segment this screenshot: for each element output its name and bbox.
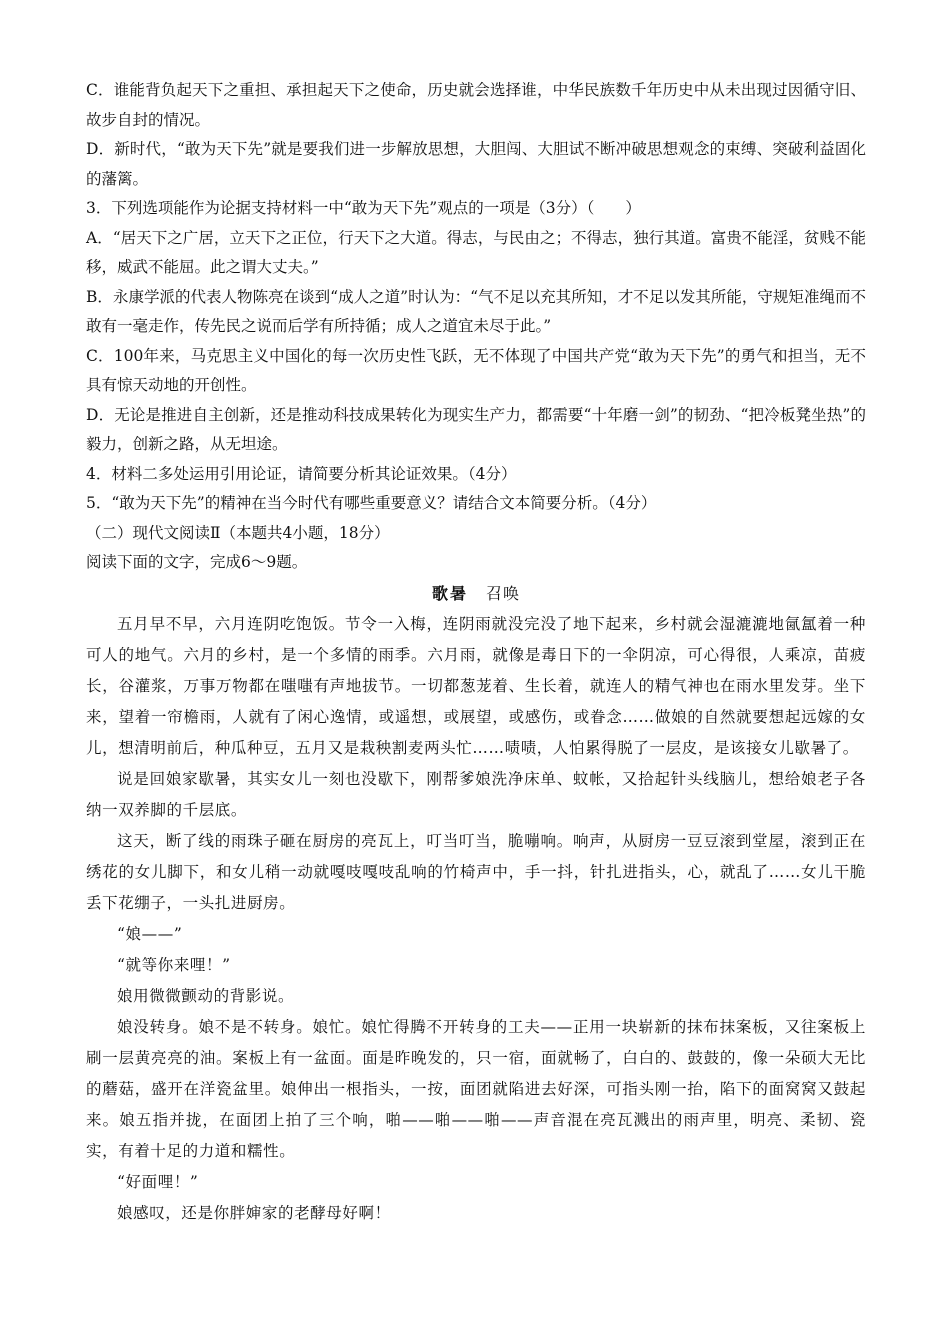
story-paragraph: 娘用微微颤动的背影说。 xyxy=(117,986,295,1005)
story-title: 歌暑 xyxy=(431,583,468,603)
question-option-c: C．谁能背负起天下之重担、承担起天下之使命，历史就会选择谁，中华民族数千年历史中从未出现过因循守旧、故步自封的情况。 xyxy=(86,81,866,129)
story-dialogue: “好面哩！” xyxy=(117,1172,199,1191)
story-dialogue: “娘——” xyxy=(117,924,183,943)
question-3-option-c: C．100年来，马克思主义中国化的每一次历史性飞跃，无不体现了中国共产党“敢为天下先”的勇气和担当，无不具有惊天动地的开创性。 xyxy=(86,346,866,394)
story-author: 召唤 xyxy=(486,583,521,603)
question-3-option-b: B．永康学派的代表人物陈亮在谈到“成人之道”时认为：“气不足以充其所知，才不足以发其所能，守规矩准绳而不敢有一毫走作，传先民之说而后学有所持循；成人之道宜未尽于此。” xyxy=(86,287,866,335)
story-body xyxy=(86,609,866,1229)
story-paragraph: 娘没转身。娘不是不转身。娘忙。娘忙得腾不开转身的工夫——正用一块崭新的抹布抹案板，又往案板上刷一层黄亮亮的油。案板上有一盆面。面是昨晚发的，只一宿，面就畅了，白白的、鼓鼓的，像一朵硕大无比的蘑菇，盛开在洋瓷盆里。娘伸出一根指头，一按，面团就陷进去好深，可指头刚一抬，陷下的面窝窝又鼓起来。娘五指并拢，在面团上拍了三个响，啪——啪——啪——声音混在亮瓦溅出的雨声里，明亮、柔韧、瓷实，有着十足的力道和糯性。 xyxy=(86,1017,866,1160)
story-paragraph: 这天，断了线的雨珠子砸在厨房的亮瓦上，叮当叮当，脆嘣响。响声，从厨房一豆豆滚到堂屋，滚到正在绣花的女儿脚下，和女儿稍一动就嘎吱嘎吱乱响的竹椅声中，手一抖，针扎进指头，心，就乱了……女儿干脆丢下花绷子，一头扎进厨房。 xyxy=(86,831,866,912)
question-3: 3．下列选项能作为论据支持材料一中“敢为天下先”观点的一项是（3分）（ ） xyxy=(86,199,641,217)
question-option-d: D．新时代，“敢为天下先”就是要我们进一步解放思想，大胆闯、大胆试不断冲破思想观念的束缚、突破利益固化的藩篱。 xyxy=(86,140,866,188)
story-paragraph: 五月早不早，六月连阴吃饱饭。节令一入梅，连阴雨就没完没了地下起来，乡村就会湿漉漉地氤氲着一种可人的地气。六月的乡村，是一个多情的雨季。六月雨，就像是毒日下的一伞阴凉，可心得很，人乘凉，苗疲长，谷灌浆，万事万物都在嗤嗤有声地拔节。一切都葱茏着、生长着，就连人的精气神也在雨水里发芽。坐下来，望着一帘檐雨，人就有了闲心逸情，或遥想，或展望，或感伤，或眷念……做娘的自然就要想起远嫁的女儿，想清明前后，种瓜种豆，五月又是栽秧割麦两头忙……啧啧，人怕累得脱了一层皮，是该接女儿歇暑了。 xyxy=(86,614,866,757)
story-dialogue: “就等你来哩！” xyxy=(117,955,231,974)
question-3-option-a: A．“居天下之广居，立天下之正位，行天下之大道。得志，与民由之；不得志，独行其道。富贵不能淫，贫贱不能移，威武不能屈。此之谓大丈夫。” xyxy=(86,228,866,276)
question-4: 4．材料二多处运用引用论证，请简要分析其论证效果。（4分） xyxy=(86,464,517,483)
story-paragraph: 娘感叹，还是你胖婶家的老酵母好啊！ xyxy=(117,1203,391,1222)
section-instruction: 阅读下面的文字，完成6～9题。 xyxy=(86,553,308,571)
section-heading: （二）现代文阅读Ⅱ（本题共4小题，18分） xyxy=(86,523,390,542)
question-3-option-d: D．无论是推进自主创新，还是推动科技成果转化为现实生产力，都需要“十年磨一剑”的韧劲、“把冷板凳坐热”的毅力，创新之路，从无坦途。 xyxy=(86,405,866,453)
story-title-line xyxy=(86,578,866,609)
story-paragraph: 说是回娘家歇暑，其实女儿一刻也没歇下，刚帮爹娘洗净床单、蚊帐，又拾起针头线脑儿，想给娘老子各纳一双养脚的千层底。 xyxy=(86,769,866,819)
question-5: 5．“敢为天下先”的精神在当今时代有哪些重要意义？请结合文本简要分析。（4分） xyxy=(86,494,657,512)
